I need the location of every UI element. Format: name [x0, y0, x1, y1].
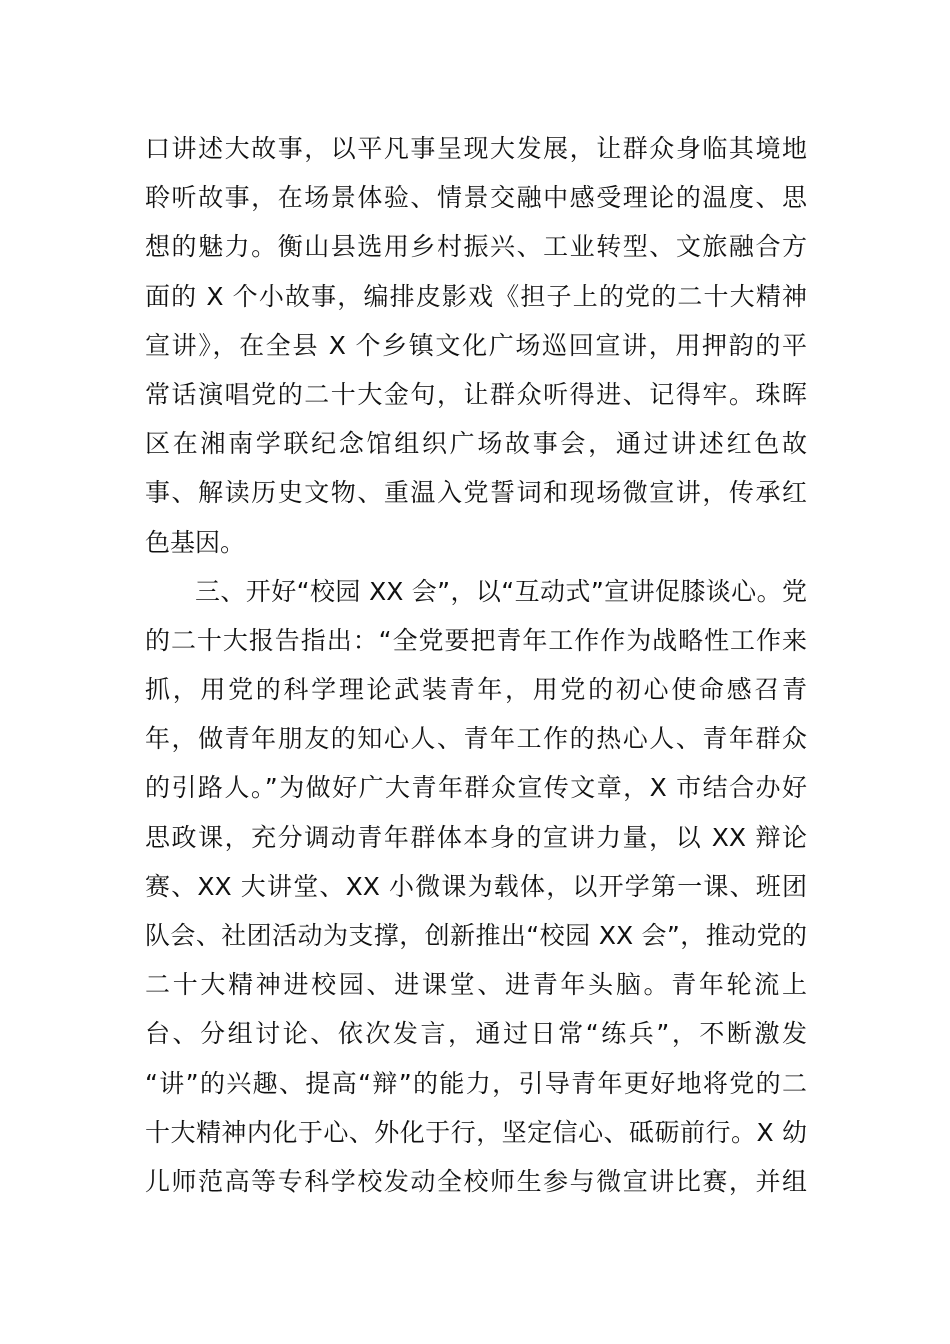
text-line: 思政课，充分调动青年群体本身的宣讲力量，以 XX 辩论 — [145, 822, 807, 852]
text-line: 十大精神内化于心、外化于行，坚定信心、砥砺前行。X 幼 — [145, 1117, 807, 1147]
text-line: 队会、社团活动为支撑，创新推出“校园 XX 会”，推动党的 — [145, 921, 807, 950]
text-line: 台、分组讨论、依次发言，通过日常“练兵”，不断激发 — [145, 1019, 807, 1049]
section-heading-line: 三、开好“校园 XX 会”，以“互动式”宣讲促膝谈心。党 — [195, 576, 807, 606]
text-line: 面的 X 个小故事，编排皮影戏《担子上的党的二十大精神 — [145, 281, 807, 311]
text-line: 年，做青年朋友的知心人、青年工作的热心人、青年群众 — [145, 724, 807, 754]
text-line: 儿师范高等专科学校发动全校师生参与微宣讲比赛，并组 — [145, 1166, 807, 1196]
paragraph-end-line: 色基因。 — [145, 527, 246, 557]
text-line: 常话演唱党的二十大金句，让群众听得进、记得牢。珠晖 — [145, 379, 807, 409]
text-line: 宣讲》，在全县 X 个乡镇文化广场巡回宣讲，用押韵的平 — [145, 330, 807, 360]
text-line: “讲”的兴趣、提高“辩”的能力，引导青年更好地将党的二 — [145, 1068, 807, 1098]
text-line: 口讲述大故事，以平凡事呈现大发展，让群众身临其境地 — [145, 134, 807, 163]
text-line: 赛、XX 大讲堂、XX 小微课为载体，以开学第一课、班团 — [145, 871, 807, 901]
text-line: 的引路人。”为做好广大青年群众宣传文章，X 市结合办好 — [145, 773, 807, 803]
text-line: 事、解读历史文物、重温入党誓词和现场微宣讲，传承红 — [145, 478, 807, 508]
text-line: 区在湘南学联纪念馆组织广场故事会，通过讲述红色故 — [145, 429, 807, 459]
document-body — [145, 124, 807, 1206]
text-line: 聆听故事，在场景体验、情景交融中感受理论的温度、思 — [145, 183, 807, 213]
text-line: 抓，用党的科学理论武装青年，用党的初心使命感召青 — [145, 675, 807, 705]
text-line: 二十大精神进校园、进课堂、进青年头脑。青年轮流上 — [145, 970, 807, 1000]
text-line: 的二十大报告指出：“全党要把青年工作作为战略性工作来 — [145, 625, 807, 655]
text-line: 想的魅力。衡山县选用乡村振兴、工业转型、文旅融合方 — [145, 232, 807, 262]
